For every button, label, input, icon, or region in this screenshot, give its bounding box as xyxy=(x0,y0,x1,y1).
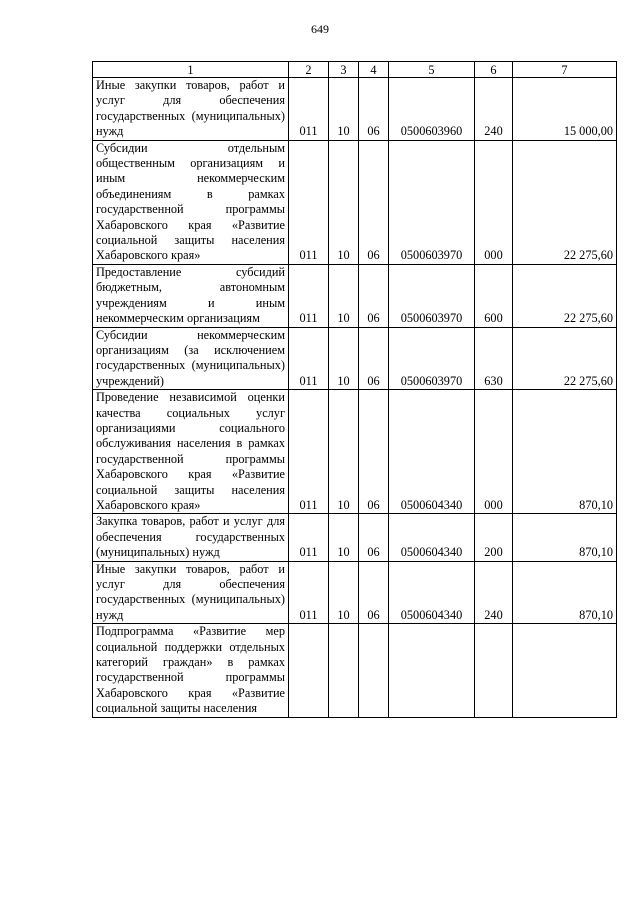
row-amount: 870,10 xyxy=(513,514,617,561)
row-expense-type xyxy=(475,624,513,717)
table-row xyxy=(93,561,617,624)
row-name: Закупка товаров, работ и услуг для обеспечения государственных (муниципальных) нужд xyxy=(93,514,289,561)
row-name: Субсидии некоммерческим организациям (за исключением государственных (муниципальных) учреждений) xyxy=(93,327,289,390)
table-row xyxy=(93,390,617,514)
row-ministry-code: 011 xyxy=(289,264,329,327)
table-row xyxy=(93,327,617,390)
row-target-article: 0500604340 xyxy=(389,390,475,514)
row-target-article: 0500603960 xyxy=(389,78,475,141)
row-subsection: 06 xyxy=(359,140,389,264)
header-row xyxy=(93,62,617,78)
column-header-1: 1 xyxy=(93,62,289,78)
row-section: 10 xyxy=(329,78,359,141)
row-section: 10 xyxy=(329,140,359,264)
row-subsection: 06 xyxy=(359,78,389,141)
table-row xyxy=(93,624,617,717)
column-header-7: 7 xyxy=(513,62,617,78)
table-row xyxy=(93,78,617,141)
table-row xyxy=(93,514,617,561)
row-amount: 22 275,60 xyxy=(513,264,617,327)
row-expense-type: 240 xyxy=(475,561,513,624)
row-subsection xyxy=(359,624,389,717)
row-amount xyxy=(513,624,617,717)
column-header-6: 6 xyxy=(475,62,513,78)
row-section: 10 xyxy=(329,514,359,561)
row-expense-type: 000 xyxy=(475,140,513,264)
row-target-article xyxy=(389,624,475,717)
row-subsection: 06 xyxy=(359,264,389,327)
row-name: Субсидии отдельным общественным организациям и иным некоммерческим объединениям в рамках государственной программы Хабаровского края «Развитие социальной защиты населения Хабаровского края» xyxy=(93,140,289,264)
row-section: 10 xyxy=(329,264,359,327)
row-expense-type: 200 xyxy=(475,514,513,561)
row-ministry-code: 011 xyxy=(289,390,329,514)
row-amount: 870,10 xyxy=(513,390,617,514)
row-amount: 22 275,60 xyxy=(513,140,617,264)
row-target-article: 0500604340 xyxy=(389,561,475,624)
column-header-3: 3 xyxy=(329,62,359,78)
column-header-5: 5 xyxy=(389,62,475,78)
row-subsection: 06 xyxy=(359,390,389,514)
budget-table xyxy=(92,61,617,718)
row-name: Иные закупки товаров, работ и услуг для обеспечения государственных (муниципальных) нужд xyxy=(93,78,289,141)
row-name: Проведение независимой оценки качества социальных услуг организациями социального обслуживания населения в рамках государственной программы Хабаровского края «Развитие социальной защиты населения Хабаровского края» xyxy=(93,390,289,514)
row-ministry-code: 011 xyxy=(289,514,329,561)
row-target-article: 0500603970 xyxy=(389,264,475,327)
row-section: 10 xyxy=(329,327,359,390)
row-ministry-code: 011 xyxy=(289,140,329,264)
row-name: Подпрограмма «Развитие мер социальной поддержки отдельных категорий граждан» в рамках государственной программы Хабаровского края «Развитие социальной защиты населения xyxy=(93,624,289,717)
row-name: Предоставление субсидий бюджетным, автономным учреждениям и иным некоммерческим организациям xyxy=(93,264,289,327)
row-subsection: 06 xyxy=(359,561,389,624)
row-expense-type: 240 xyxy=(475,78,513,141)
table-row xyxy=(93,264,617,327)
column-header-2: 2 xyxy=(289,62,329,78)
row-ministry-code: 011 xyxy=(289,561,329,624)
row-amount: 22 275,60 xyxy=(513,327,617,390)
row-section: 10 xyxy=(329,390,359,514)
column-header-4: 4 xyxy=(359,62,389,78)
row-subsection: 06 xyxy=(359,514,389,561)
row-ministry-code xyxy=(289,624,329,717)
row-section: 10 xyxy=(329,561,359,624)
row-subsection: 06 xyxy=(359,327,389,390)
row-target-article: 0500603970 xyxy=(389,327,475,390)
row-ministry-code: 011 xyxy=(289,327,329,390)
row-ministry-code: 011 xyxy=(289,78,329,141)
page-number: 649 xyxy=(311,22,329,36)
row-expense-type: 630 xyxy=(475,327,513,390)
row-expense-type: 600 xyxy=(475,264,513,327)
table-row xyxy=(93,140,617,264)
row-target-article: 0500603970 xyxy=(389,140,475,264)
row-amount: 15 000,00 xyxy=(513,78,617,141)
row-name: Иные закупки товаров, работ и услуг для обеспечения государственных (муниципальных) нужд xyxy=(93,561,289,624)
row-section xyxy=(329,624,359,717)
row-amount: 870,10 xyxy=(513,561,617,624)
row-expense-type: 000 xyxy=(475,390,513,514)
row-target-article: 0500604340 xyxy=(389,514,475,561)
